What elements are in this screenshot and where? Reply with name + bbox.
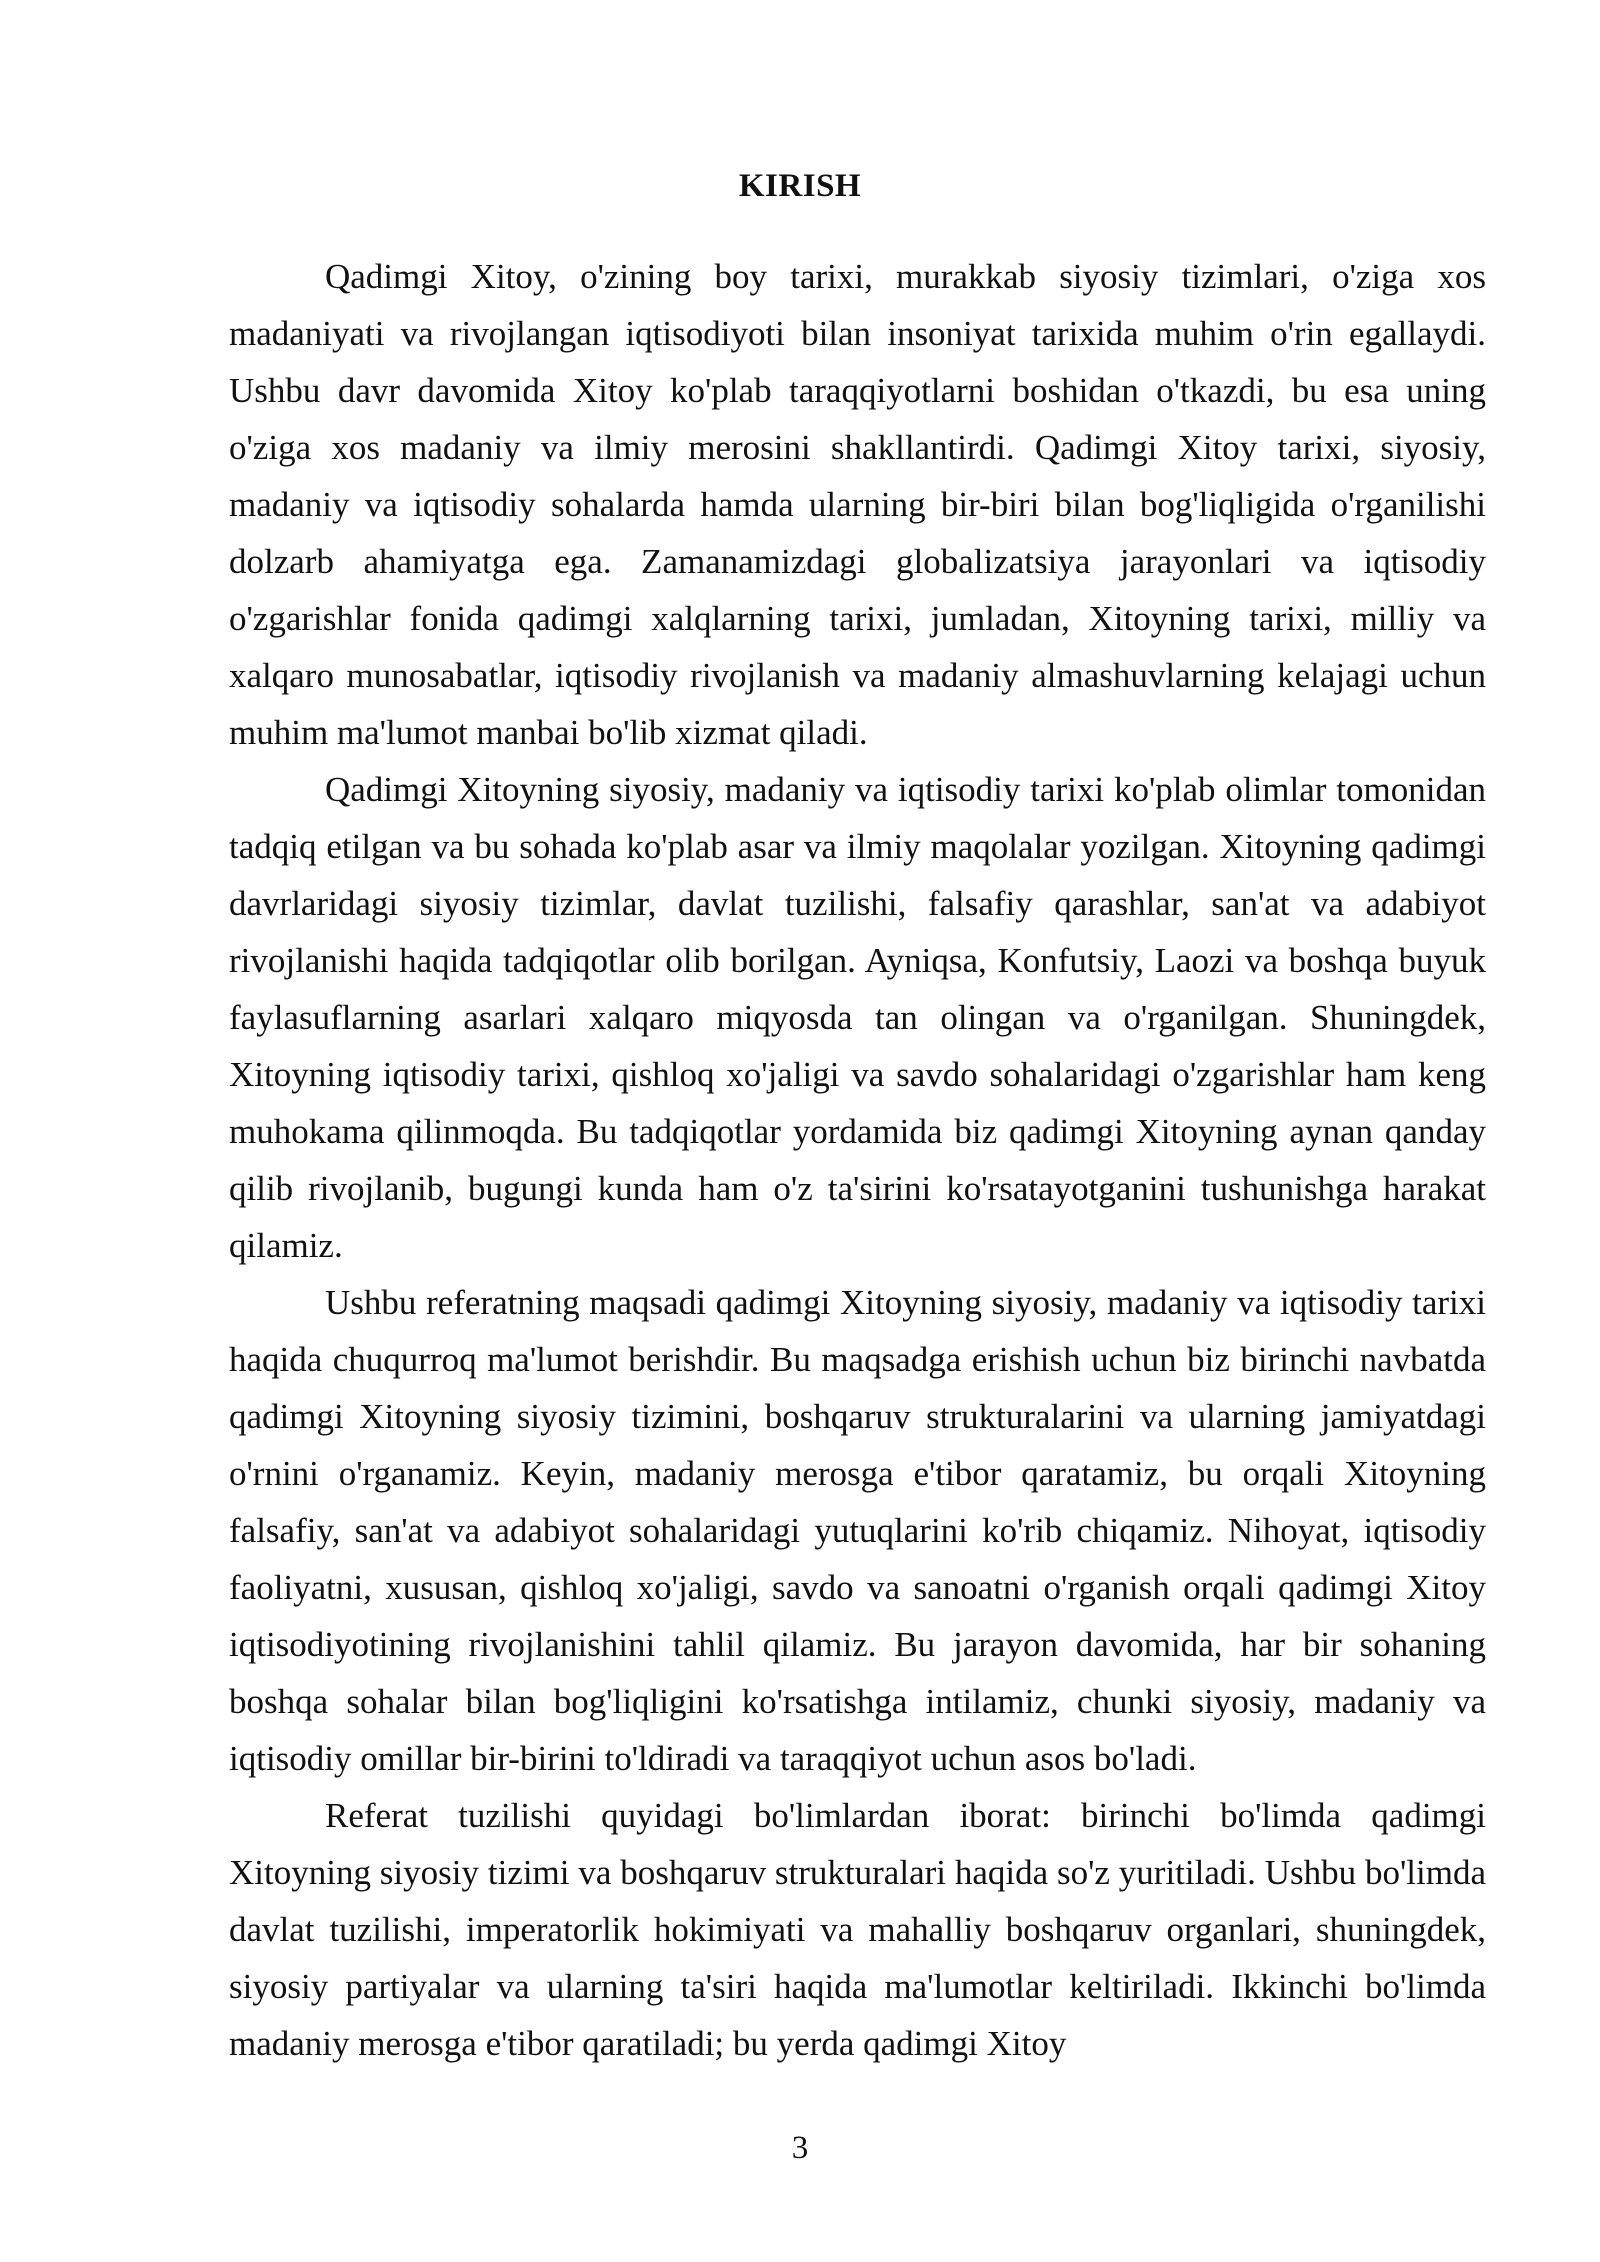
paragraph-3: Ushbu referatning maqsadi qadimgi Xitoyning siyosiy, madaniy va iqtisodiy tarixi haqida chuqurroq ma'lumot berishdir. Bu maqsadga erishish uchun biz birinchi navbatda qadimgi Xitoyning siyosiy tizimini, boshqaruv strukturalarini va ularning jamiyatdagi o'rnini o'rganamiz. Keyin, madaniy merosga e'tibor qaratamiz, bu orqali Xitoyning falsafiy, san'at va adabiyot sohalaridagi yutuqlarini ko'rib chiqamiz. Nihoyat, iqtisodiy faoliyatni, xususan, qishloq xo'jaligi, savdo va sanoatni o'rganish orqali qadimgi Xitoy iqtisodiyotining rivojlanishini tahlil qilamiz. Bu jarayon davomida, har bir sohaning boshqa sohalar bilan bog'liqligini ko'rsatishga intilamiz, chunki siyosiy, madaniy va iqtisodiy omillar bir-birini to'ldiradi va taraqqiyot uchun asos bo'ladi. <box>229 1283 1486 1778</box>
paragraph-4: Referat tuzilishi quyidagi bo'limlardan iborat: birinchi bo'limda qadimgi Xitoyning siyosiy tizimi va boshqaruv strukturalari haqida so'z yuritiladi. Ushbu bo'limda davlat tuzilishi, imperatorlik hokimiyati va mahalliy boshqaruv organlari, shuningdek, siyosiy partiyalar va ularning ta'siri haqida ma'lumotlar keltiriladi. Ikkinchi bo'limda madaniy merosga e'tibor qaratiladi; bu yerda qadimgi Xitoy <box>229 1796 1486 2063</box>
section-heading: KIRISH <box>738 168 862 204</box>
page-number: 3 <box>791 2130 809 2166</box>
paragraph-2: Qadimgi Xitoyning siyosiy, madaniy va iqtisodiy tarixi ko'plab olimlar tomonidan tadqiq etilgan va bu sohada ko'plab asar va ilmiy maqolalar yozilgan. Xitoyning qadimgi davrlaridagi siyosiy tizimlar, davlat tuzilishi, falsafiy qarashlar, san'at va adabiyot rivojlanishi haqida tadqiqotlar olib borilgan. Ayniqsa, Konfutsiy, Laozi va boshqa buyuk faylasuflarning asarlari xalqaro miqyosda tan olingan va o'rganilgan. Shuningdek, Xitoyning iqtisodiy tarixi, qishloq xo'jaligi va savdo sohalaridagi o'zgarishlar ham keng muhokama qilinmoqda. Bu tadqiqotlar yordamida biz qadimgi Xitoyning aynan qanday qilib rivojlanib, bugungi kunda ham o'z ta'sirini ko'rsatayotganini tushunishga harakat qilamiz. <box>229 770 1486 1265</box>
paragraph-1: Qadimgi Xitoy, o'zining boy tarixi, murakkab siyosiy tizimlari, o'ziga xos madaniyati va rivojlangan iqtisodiyoti bilan insoniyat tarixida muhim o'rin egallaydi. Ushbu davr davomida Xitoy ko'plab taraqqiyotlarni boshidan o'tkazdi, bu esa uning o'ziga xos madaniy va ilmiy merosini shakllantirdi. Qadimgi Xitoy tarixi, siyosiy, madaniy va iqtisodiy sohalarda hamda ularning bir-biri bilan bog'liqligida o'rganilishi dolzarb ahamiyatga ega. Zamanamizdagi globalizatsiya jarayonlari va iqtisodiy o'zgarishlar fonida qadimgi xalqlarning tarixi, jumladan, Xitoyning tarixi, milliy va xalqaro munosabatlar, iqtisodiy rivojlanish va madaniy almashuvlarning kelajagi uchun muhim ma'lumot manbai bo'lib xizmat qiladi. <box>229 257 1486 752</box>
body-text <box>229 248 1486 2072</box>
